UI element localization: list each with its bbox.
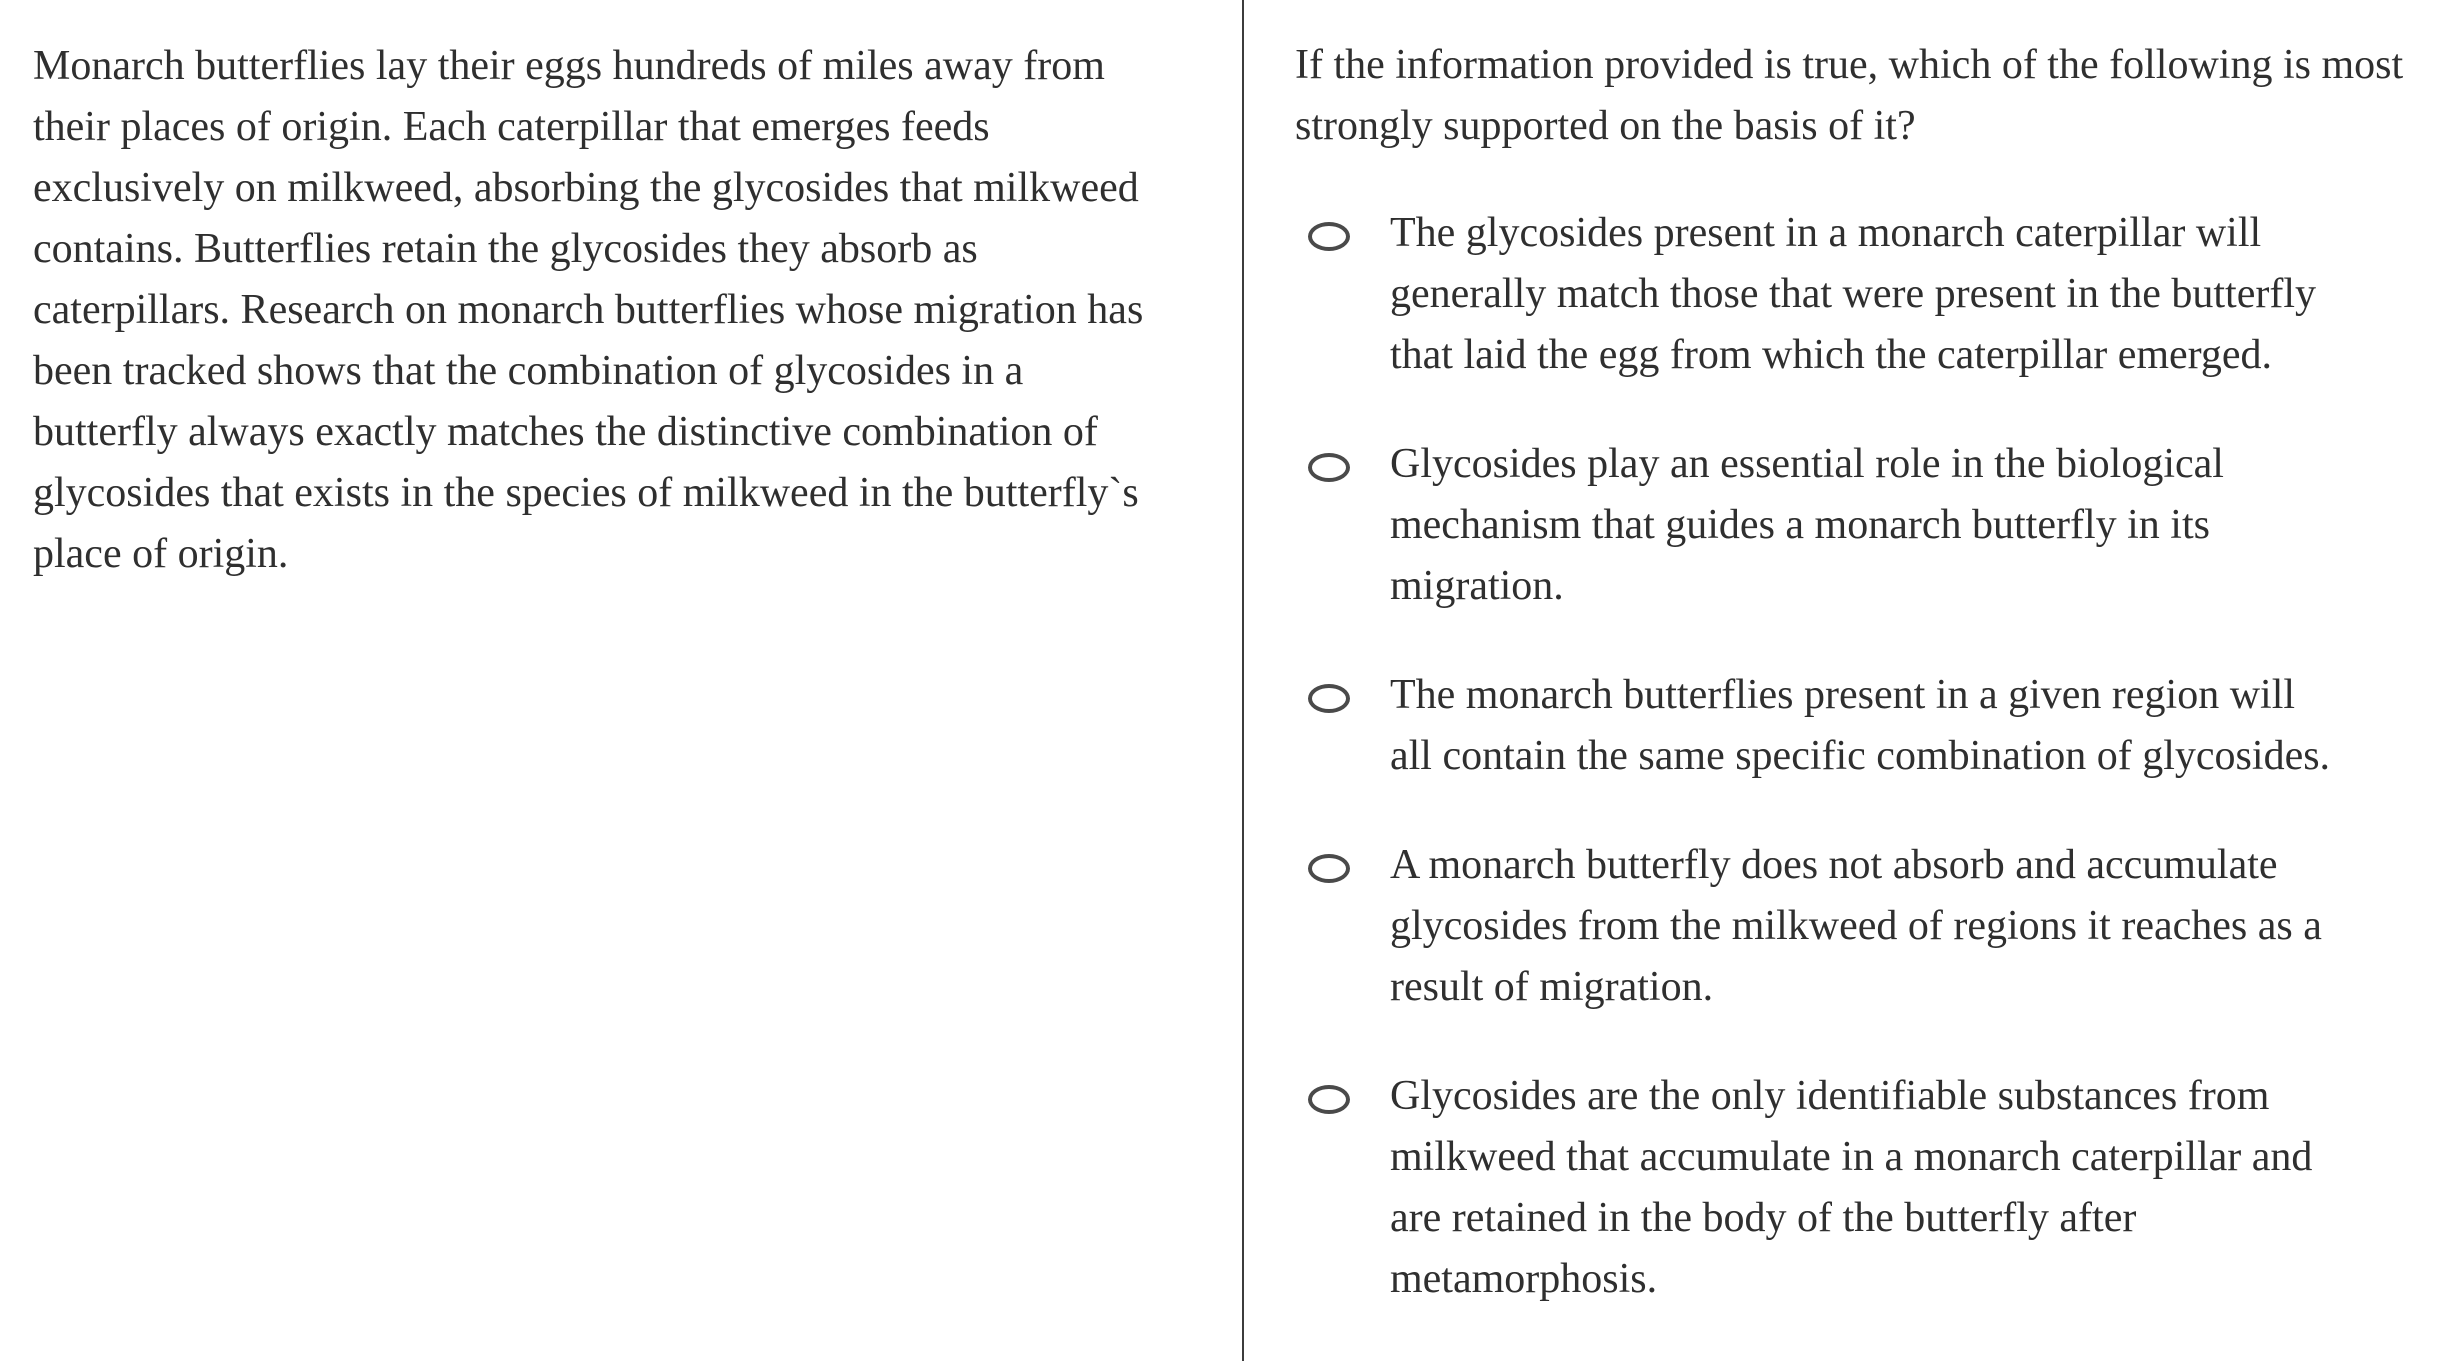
question-panel xyxy=(1295,35,2445,1358)
passage-text: Monarch butterflies lay their eggs hundreds of miles away from their places of origin. Each caterpillar that emerges feeds exclusively on milkweed, absorbing the glycosides that milkweed contains. Butterflies retain the glycosides they absorb as caterpillars. Research on monarch butterflies whose migration has been tracked shows that the combination of glycosides in a butterfly always exactly matches the distinctive combination of glycosides that exists in the species of milkweed in the butterfly`s place of origin. xyxy=(33,43,1144,577)
option-2-label[interactable]: Glycosides play an essential role in the biological mechanism that guides a monarch butterfly in its migration. xyxy=(1390,441,2224,609)
passage-panel xyxy=(33,36,1163,585)
option-1-radio-button[interactable] xyxy=(1308,222,1350,251)
option-5-label[interactable]: Glycosides are the only identifiable substances from milkweed that accumulate in a monarch caterpillar and are retained in the body of the butterfly after metamorphosis. xyxy=(1390,1073,2313,1302)
option-4-label[interactable]: A monarch butterfly does not absorb and accumulate glycosides from the milkweed of regions it reaches as a result of migration. xyxy=(1390,842,2322,1010)
answer-option-2[interactable] xyxy=(1295,434,2445,617)
answer-option-3[interactable] xyxy=(1295,665,2445,787)
option-3-label[interactable]: The monarch butterflies present in a given region will all contain the same specific combination of glycosides. xyxy=(1390,672,2331,779)
option-1-label[interactable]: The glycosides present in a monarch caterpillar will generally match those that were present in the butterfly that laid the egg from which the caterpillar emerged. xyxy=(1390,210,2316,378)
answer-options xyxy=(1295,203,2445,1310)
panel-divider xyxy=(1242,0,1244,1361)
question-text: If the information provided is true, which of the following is most strongly supported on the basis of it? xyxy=(1295,42,2404,149)
answer-option-4[interactable] xyxy=(1295,835,2445,1018)
option-5-radio-button[interactable] xyxy=(1308,1085,1350,1114)
answer-option-1[interactable] xyxy=(1295,203,2445,386)
option-3-radio-button[interactable] xyxy=(1308,684,1350,713)
option-4-radio-button[interactable] xyxy=(1308,854,1350,883)
option-2-radio-button[interactable] xyxy=(1308,453,1350,482)
answer-option-5[interactable] xyxy=(1295,1066,2445,1310)
